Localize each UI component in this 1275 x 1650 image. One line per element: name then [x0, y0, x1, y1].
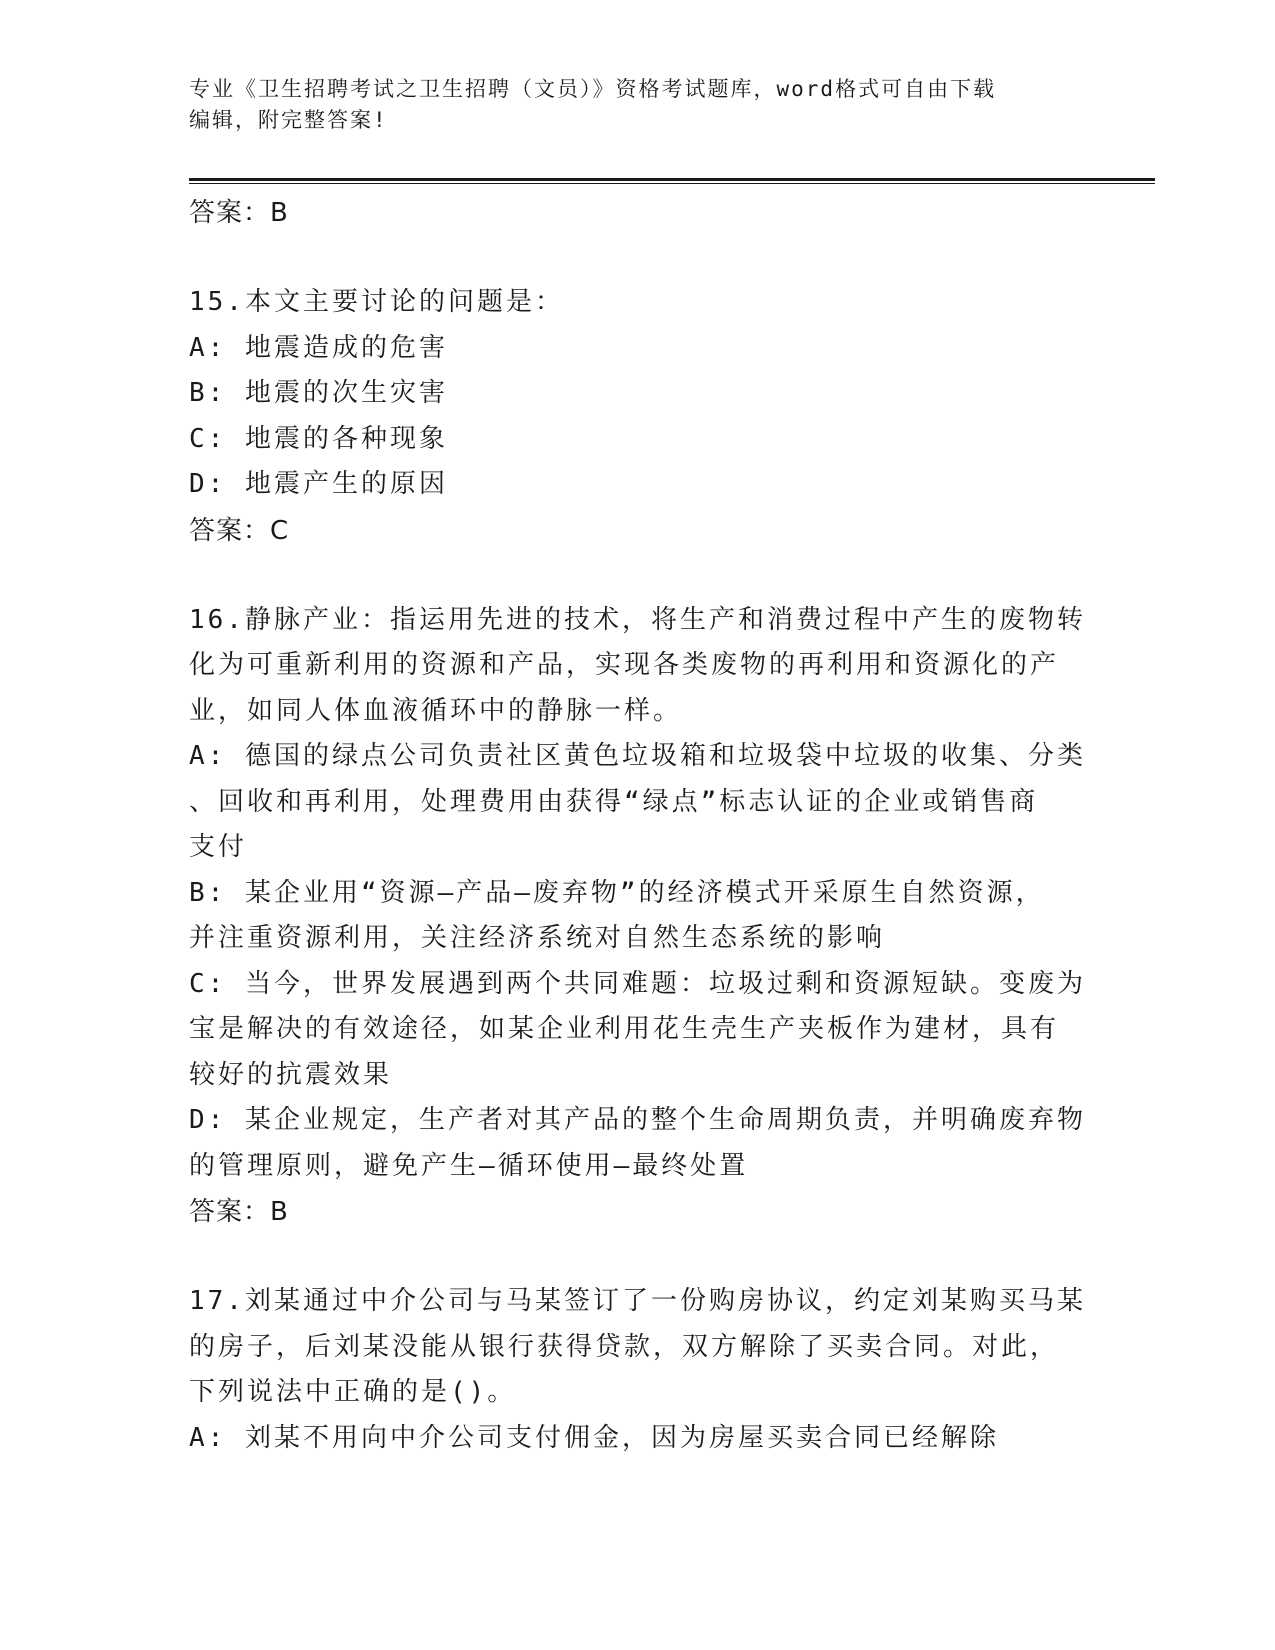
- option-d-line: D: 某企业规定，生产者对其产品的整个生命周期负责，并明确废弃物: [189, 1105, 1086, 1135]
- header-line-1: 专业《卫生招聘考试之卫生招聘（文员）》资格考试题库，word格式可自由下载: [189, 77, 997, 101]
- question-16: [189, 598, 1086, 1236]
- question-17: [189, 1279, 1086, 1461]
- option-c-line: C: 当今，世界发展遇到两个共同难题：垃圾过剩和资源短缺。变废为: [189, 968, 1086, 999]
- option-a-line: A: 德国的绿点公司负责社区黄色垃圾箱和垃圾袋中垃圾的收集、分类: [189, 741, 1086, 771]
- question-stem: 15.本文主要讨论的问题是：: [189, 287, 564, 317]
- question-stem-line: 16.静脉产业：指运用先进的技术，将生产和消费过程中产生的废物转: [189, 604, 1086, 635]
- option-a: A: 地震造成的危害: [189, 332, 448, 363]
- option-d: D: 地震产生的原因: [189, 469, 448, 499]
- question-15: [189, 280, 1079, 554]
- option-b: B: 地震的次生灾害: [189, 378, 448, 408]
- document-body: [189, 190, 1086, 1461]
- question-stem-line: 下列说法中正确的是()。: [189, 1377, 517, 1407]
- option-c-line: 宝是解决的有效途径，如某企业利用花生壳生产夹板作为建材，具有: [189, 1014, 1060, 1044]
- option-c-line: 较好的抗震效果: [189, 1059, 393, 1090]
- question-stem-line: 化为可重新利用的资源和产品，实现各类废物的再利用和资源化的产: [189, 650, 1060, 680]
- answer-line: 答案：B: [189, 198, 289, 228]
- question-stem-line: 业，如同人体血液循环中的静脉一样。: [189, 695, 683, 726]
- option-b-line: 并注重资源利用，关注经济系统对自然生态系统的影响: [189, 923, 886, 953]
- header-line-2: 编辑，附完整答案!: [189, 108, 388, 132]
- option-c: C: 地震的各种现象: [189, 423, 448, 454]
- header-rule-thick: [189, 178, 1155, 181]
- header-rule-thin: [189, 183, 1155, 184]
- question-stem-line: 的房子，后刘某没能从银行获得贷款，双方解除了买卖合同。对此，: [189, 1331, 1060, 1362]
- option-d-line: 的管理原则，避免产生—循环使用—最终处置: [189, 1150, 749, 1181]
- option-a-line: A: 刘某不用向中介公司支付佣金，因为房屋买卖合同已经解除: [189, 1422, 999, 1453]
- document-header: [189, 74, 1069, 136]
- answer-line: 答案：B: [189, 1197, 289, 1227]
- option-a-line: 、回收和再利用，处理费用由获得“绿点”标志认证的企业或销售商: [189, 786, 1039, 817]
- question-stem-line: 17.刘某通过中介公司与马某签订了一份购房协议，约定刘某购买马某: [189, 1286, 1086, 1316]
- option-b-line: B: 某企业用“资源—产品—废弃物”的经济模式开采原生自然资源，: [189, 877, 1045, 908]
- option-a-line: 支付: [189, 832, 248, 862]
- answer-line: 答案：C: [189, 515, 290, 546]
